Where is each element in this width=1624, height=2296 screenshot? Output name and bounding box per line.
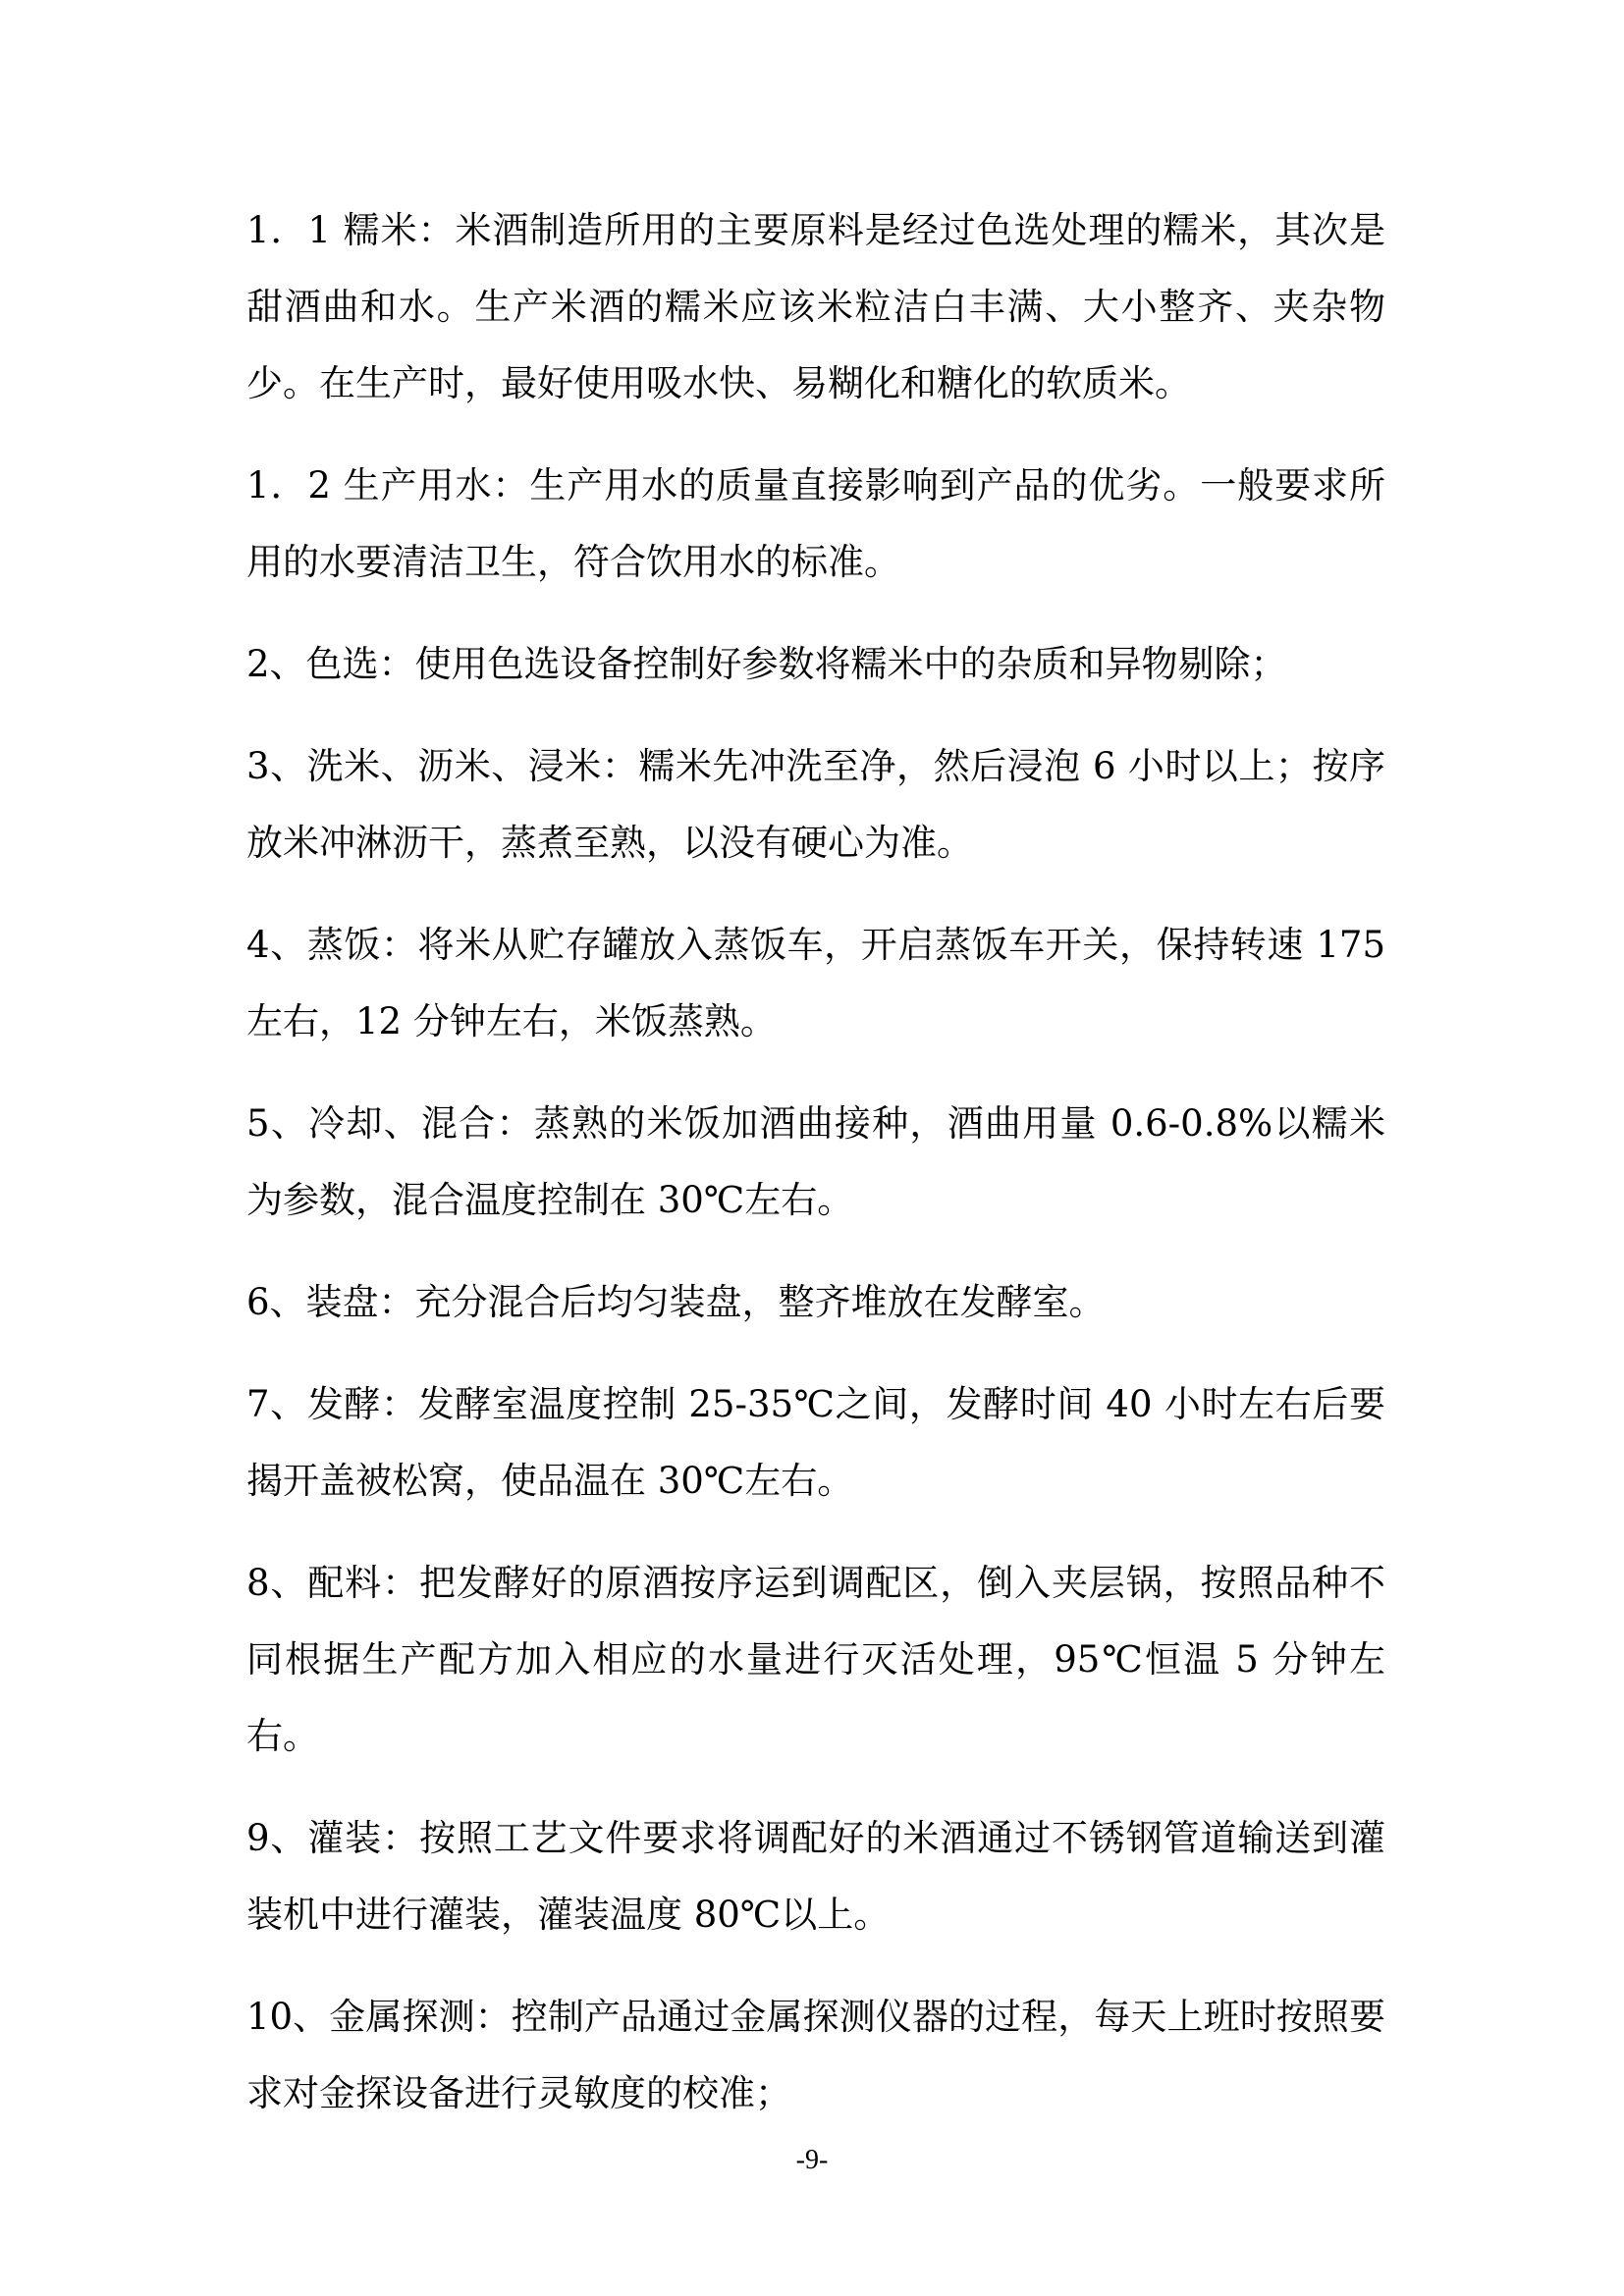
paragraph-1-1-glutinous-rice: 1．1 糯米：米酒制造所用的主要原料是经过色选处理的糯米，其次是甜酒曲和水。生产米酒的糯米应该米粒洁白丰满、大小整齐、夹杂物少。在生产时，最好使用吸水快、易糊化和糖化的软质米。 xyxy=(246,209,1385,404)
paragraph-8-blending: 8、配料：把发酵好的原酒按序运到调配区，倒入夹层锅，按照品种不同根据生产配方加入相应的水量进行灭活处理，95℃恒温 5 分钟左右。 xyxy=(246,1562,1385,1757)
paragraph-4-steaming: 4、蒸饭：将米从贮存罐放入蒸饭车，开启蒸饭车开关，保持转速 175 左右，12 分钟左右，米饭蒸熟。 xyxy=(246,924,1385,1042)
paragraph-1-2-production-water: 1．2 生产用水：生产用水的质量直接影响到产品的优劣。一般要求所用的水要清洁卫生，符合饮用水的标准。 xyxy=(246,464,1385,583)
paragraph-10-metal-detection: 10、金属探测：控制产品通过金属探测仪器的过程，每天上班时按照要求对金探设备进行灵敏度的校准； xyxy=(246,1996,1385,2114)
paragraph-5-cooling-mixing: 5、冷却、混合：蒸熟的米饭加酒曲接种，酒曲用量 0.6-0.8%以糯米为参数，混合温度控制在 30℃左右。 xyxy=(246,1102,1385,1221)
paragraph-6-tray-loading: 6、装盘：充分混合后均匀装盘，整齐堆放在发酵室。 xyxy=(246,1281,1106,1323)
page-number: -9- xyxy=(795,2145,829,2175)
paragraph-2-color-sorting: 2、色选：使用色选设备控制好参数将糯米中的杂质和异物剔除； xyxy=(246,643,1287,685)
document-body xyxy=(246,192,1385,2158)
paragraph-7-fermentation: 7、发酵：发酵室温度控制 25-35℃之间，发酵时间 40 小时左右后要揭开盖被松窝，使品温在 30℃左右。 xyxy=(246,1383,1385,1502)
paragraph-9-filling: 9、灌装：按照工艺文件要求将调配好的米酒通过不锈钢管道输送到灌装机中进行灌装，灌装温度 80℃以上。 xyxy=(246,1817,1385,1936)
paragraph-3-washing-soaking: 3、洗米、沥米、浸米：糯米先冲洗至净，然后浸泡 6 小时以上；按序放米冲淋沥干，蒸煮至熟，以没有硬心为准。 xyxy=(246,745,1385,864)
